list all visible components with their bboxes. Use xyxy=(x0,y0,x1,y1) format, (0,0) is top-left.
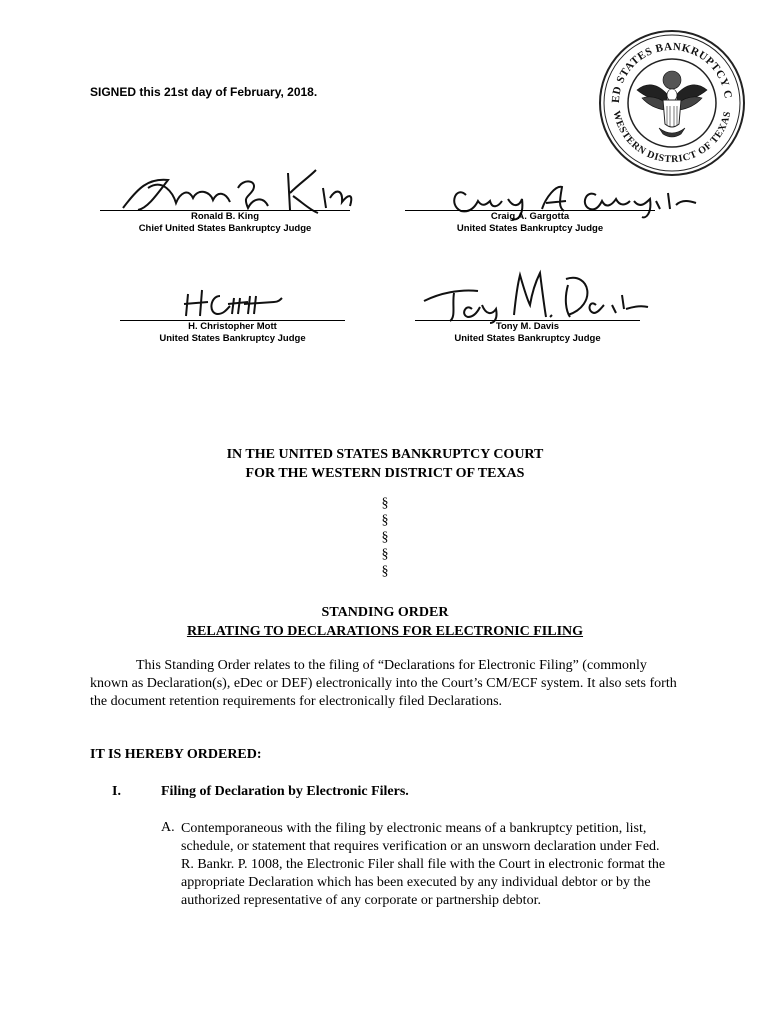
paragraph-a-text: Contemporaneous with the filing by electronic means of a bankruptcy petition, list, schedule, or statement that requires verification or an unsworn declaration under Fed. R. Bankr. P. 1008, the Electronic Filer shall file with the Court in electronic format the appropriate Declaration which has been executed by any individual debtor or by the authorized representative of any corporate or partnership debtor. xyxy=(181,821,666,908)
signature-block-1 xyxy=(100,210,350,235)
judge-title: United States Bankruptcy Judge xyxy=(159,333,306,344)
signature-block-3 xyxy=(120,320,345,345)
order-title: STANDING ORDER xyxy=(321,605,449,620)
judge-title: United States Bankruptcy Judge xyxy=(456,223,604,234)
judge-name: Tony M. Davis xyxy=(495,321,560,332)
section-mark: § xyxy=(381,530,389,545)
section-number: I. xyxy=(112,784,121,799)
judge-title: Chief United States Bankruptcy Judge xyxy=(138,223,312,234)
svg-text:UNITED STATES BANKRUPTCY COURT: ED STATES BANKRUPTCY C xyxy=(609,40,734,104)
signature-ronald-king xyxy=(118,158,358,218)
section-mark: § xyxy=(381,496,389,511)
court-heading-line-1: IN THE UNITED STATES BANKRUPTCY COURT xyxy=(226,447,544,462)
section-title: Filing of Declaration by Electronic Filers. xyxy=(161,784,409,799)
signature-block-2 xyxy=(405,210,655,235)
section-mark: § xyxy=(381,564,389,579)
judge-name: H. Christopher Mott xyxy=(188,321,277,332)
section-mark: § xyxy=(381,547,389,562)
svg-text:WESTERN DISTRICT OF TEXAS: WESTERN DISTRICT OF TEXAS xyxy=(610,109,734,166)
court-heading xyxy=(0,445,770,483)
judge-title: United States Bankruptcy Judge xyxy=(454,333,601,344)
ordered-heading: IT IS HEREBY ORDERED: xyxy=(90,747,262,762)
court-seal-graphic xyxy=(597,28,747,178)
signature-tony-davis xyxy=(420,265,650,325)
signature-block-4 xyxy=(415,320,640,345)
signed-date-line: SIGNED this 21st day of February, 2018. xyxy=(90,85,318,99)
intro-paragraph xyxy=(90,657,680,711)
judge-name: Craig A. Gargotta xyxy=(490,211,570,222)
court-heading-line-2: FOR THE WESTERN DISTRICT OF TEXAS xyxy=(245,466,525,481)
order-title-block xyxy=(0,603,770,641)
signature-christopher-mott xyxy=(178,282,288,322)
order-subtitle: RELATING TO DECLARATIONS FOR ELECTRONIC FILING xyxy=(186,624,584,639)
paragraph-letter: A. xyxy=(161,820,175,835)
section-mark: § xyxy=(381,513,389,528)
judge-name: Ronald B. King xyxy=(190,211,260,222)
intro-text: This Standing Order relates to the filing of “Declarations for Electronic Filing” (commonly known as Declaration(s), eDec or DEF) electronically into the Court’s CM/ECF system. It also sets forth the document retention requirements for electronically filed Declarations. xyxy=(90,658,677,709)
court-seal xyxy=(597,28,747,178)
section-marks xyxy=(0,495,770,580)
